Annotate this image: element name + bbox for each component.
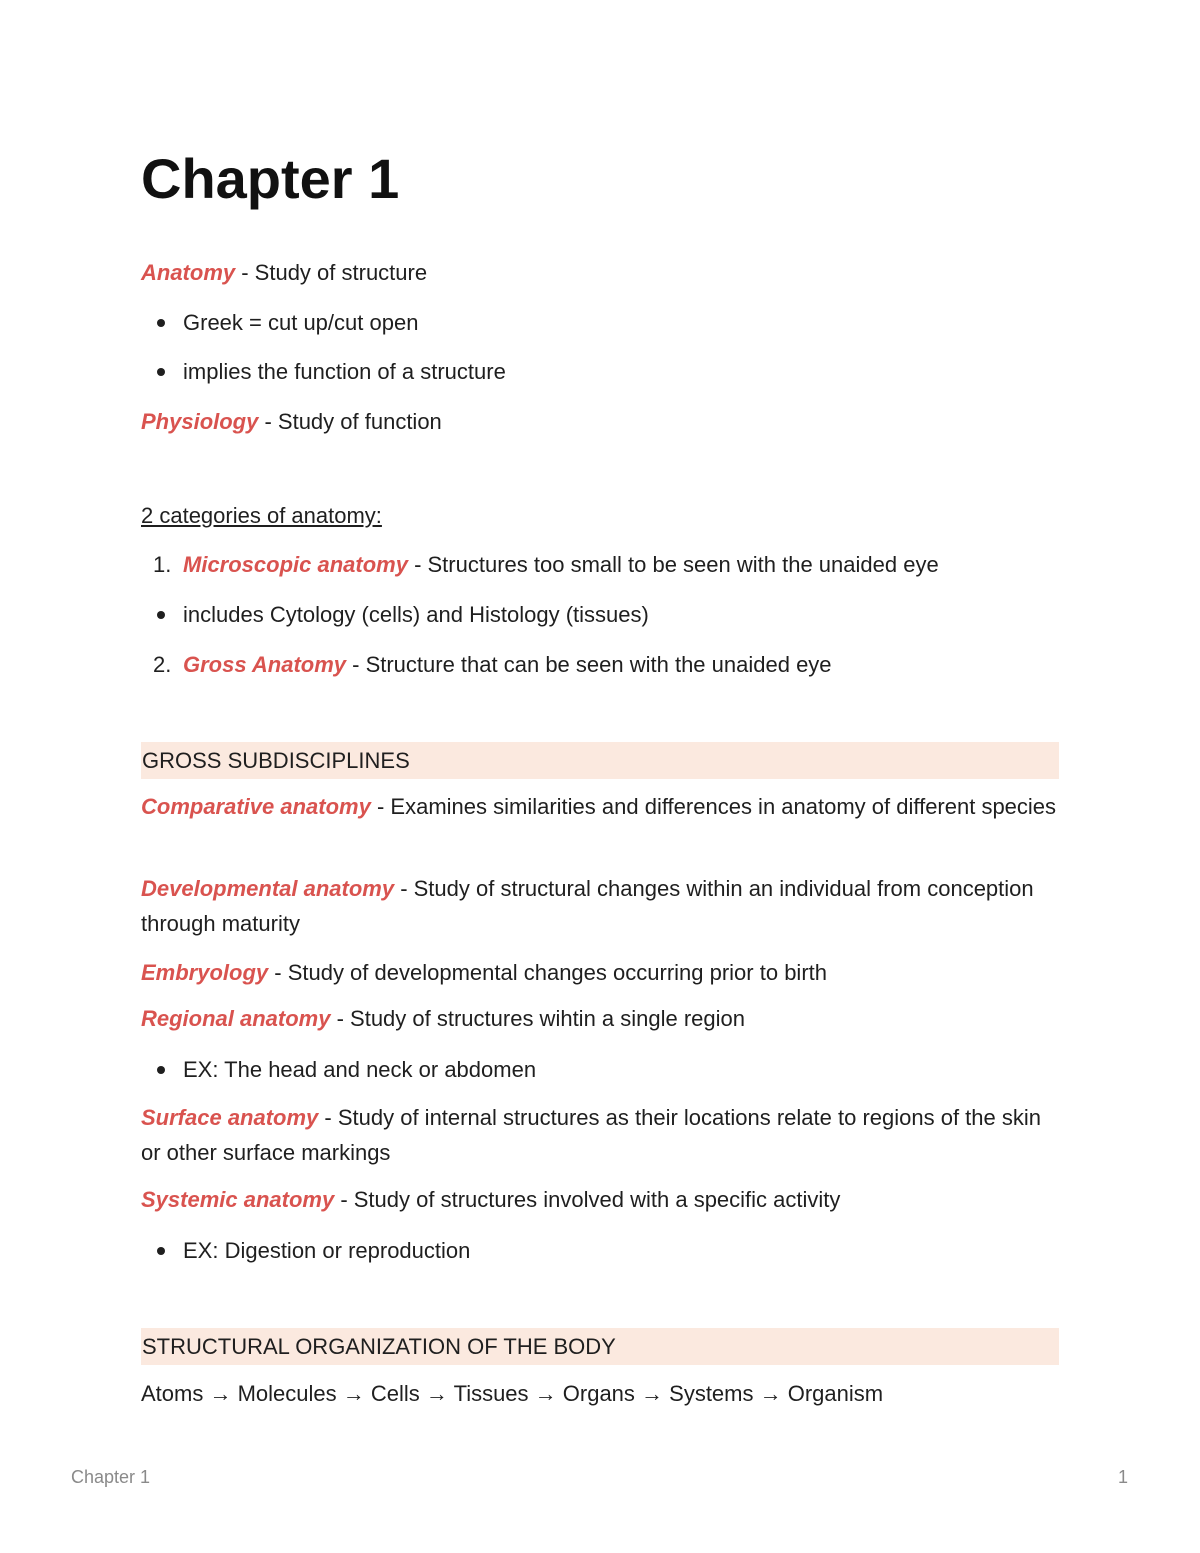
- term-embryology: Embryology: [141, 960, 269, 985]
- anatomy-description: - Study of structure: [235, 260, 428, 285]
- systemic-description: - Study of structures involved with a specific activity: [334, 1187, 841, 1212]
- term-regional-anatomy: Regional anatomy: [141, 1006, 331, 1031]
- bullet-text: implies the function of a structure: [183, 359, 506, 384]
- bullet-icon: [157, 1066, 165, 1074]
- bullet-icon: [157, 319, 165, 327]
- bullet-icon: [157, 1247, 165, 1255]
- term-gross-anatomy: Gross Anatomy: [183, 652, 347, 677]
- anatomy-definition: [141, 255, 1061, 290]
- bullet-text: EX: The head and neck or abdomen: [183, 1057, 537, 1082]
- surface-description: - Study of internal structures as their locations relate to regions of the skin or other surface markings: [141, 1105, 1041, 1165]
- embryology-definition: [141, 955, 1061, 990]
- item-text: [183, 647, 832, 682]
- term-comparative-anatomy: Comparative anatomy: [141, 794, 371, 819]
- developmental-description: - Study of structural changes within an individual from conception through maturity: [141, 876, 1034, 936]
- systemic-definition: [141, 1182, 1061, 1217]
- comparative-description: - Examines similarities and differences in anatomy of different species: [370, 794, 1057, 819]
- section-heading-structural: [141, 1328, 1059, 1365]
- organization-hierarchy: Atoms → Molecules → Cells → Tissues → Organs → Systems → Organism: [141, 1381, 884, 1406]
- regional-definition: [141, 1001, 1061, 1036]
- developmental-definition: [141, 871, 1061, 941]
- regional-description: - Study of structures wihtin a single region: [330, 1006, 746, 1031]
- section-heading-text: GROSS SUBDISCIPLINES: [142, 748, 410, 773]
- term-physiology: Physiology: [141, 409, 259, 434]
- term-developmental-anatomy: Developmental anatomy: [141, 876, 395, 901]
- microscopic-description: - Structures too small to be seen with the unaided eye: [407, 552, 939, 577]
- embryology-description: - Study of developmental changes occurring prior to birth: [268, 960, 827, 985]
- physiology-definition: [141, 404, 1061, 439]
- categories-heading: 2 categories of anatomy:: [141, 503, 382, 528]
- section-heading-text: STRUCTURAL ORGANIZATION OF THE BODY: [142, 1334, 616, 1359]
- bullet-icon: [157, 368, 165, 376]
- bullet-icon: [157, 611, 165, 619]
- term-microscopic-anatomy: Microscopic anatomy: [183, 552, 408, 577]
- item-number: 1.: [153, 552, 172, 577]
- bullet-text: Greek = cut up/cut open: [183, 310, 419, 335]
- page-title: Chapter 1: [141, 147, 400, 210]
- gross-description: - Structure that can be seen with the unaided eye: [346, 652, 832, 677]
- item-text: [183, 547, 939, 582]
- bullet-text: includes Cytology (cells) and Histology (tissues): [183, 602, 649, 627]
- bullet-text: EX: Digestion or reproduction: [183, 1238, 471, 1263]
- footer-title: Chapter 1: [71, 1467, 151, 1487]
- surface-definition: [141, 1100, 1061, 1170]
- term-surface-anatomy: Surface anatomy: [141, 1105, 319, 1130]
- item-number: 2.: [153, 652, 172, 677]
- comparative-definition: [141, 789, 1061, 824]
- section-heading-gross: [141, 742, 1059, 779]
- page-number: 1: [1118, 1467, 1129, 1487]
- physiology-description: - Study of function: [258, 409, 442, 434]
- term-anatomy: Anatomy: [141, 260, 236, 285]
- term-systemic-anatomy: Systemic anatomy: [141, 1187, 335, 1212]
